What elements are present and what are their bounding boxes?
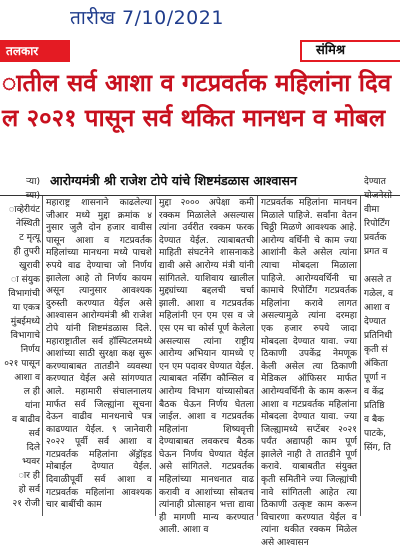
text-fragment: यांना — [24, 401, 40, 411]
column-divider — [360, 196, 361, 516]
text-fragment: पूर्णा न — [364, 373, 387, 383]
text-fragment: हो सर्व — [18, 485, 40, 495]
text-fragment: ही तुपरी — [13, 247, 40, 257]
text-fragment: ऱ्या) — [26, 177, 40, 187]
article-column-2: मुद्दा २००० अपेक्षा कमी रक्कम मिळालेले असल्यास त्यांना उर्वरीत रक्कम फरक देण्यात येईल. त्याबाबतची माहिती संघटनेने शासनाकडे द्यावी असे आरोग्य मंत्री यांनी सांगितले. याशिवाय खालील मुद्द्यांच्या बद्दलची चर्चा झाली. आशा व गटप्रवर्तक महिलांनी एन एम एस व जे एस एम चा कोर्स पूर्ण केलेला असल्यास त्यांना राष्ट्रीय आरोग्य अभियान यामध्ये ए एन एम पदावर घेण्यात येईल. त्याबाबत नर्सिंग कौन्सिल व आरोग्य विभाग यांच्यासोबत बैठक घेऊन निर्णय घेतला जाईल. आशा व गटप्रवर्तक महिलांना शिष्यवृत्ती देण्याबाबत लवकरच बैठक घेऊन निर्णय घेण्यात येईल असे सांगितले. गटप्रवर्तक महिलांच्या मानधनात वाढ करावी व आशांच्या सोबतच त्यांनाही प्रोत्साहन भत्ता द्यावा ही मागणी मान्य करण्यात आली. आशा व — [159, 198, 254, 536]
text-fragment: आशा व — [364, 303, 390, 313]
text-fragment: विभागांची — [8, 289, 40, 299]
text-fragment: या एकत्र — [12, 303, 40, 313]
column-divider — [257, 196, 258, 516]
subheadline: आरोग्यमंत्री श्री राजेश टोपे यांचे शिष्टमंडळास आश्वासन — [50, 173, 297, 188]
text-fragment: प्रतिष्ठि — [364, 401, 385, 411]
text-fragment: ा संयुक — [10, 275, 40, 285]
text-fragment: पाटके, — [364, 429, 386, 439]
text-fragment: खुरावी — [19, 261, 40, 271]
text-fragment: सिंग, ति — [364, 443, 391, 453]
headline-line-2: ल २०२१ पासून सर्व थकित मानधन व मोबल — [2, 104, 386, 132]
section-label-right: संमिश्र — [300, 40, 400, 62]
text-fragment: २१ रोजी — [12, 499, 40, 509]
text-fragment: वीमा — [364, 205, 380, 215]
text-fragment: ार ही — [18, 471, 40, 481]
headline — [0, 64, 400, 136]
text-fragment: व्या) — [25, 191, 40, 201]
text-fragment: देण्यात — [364, 177, 386, 187]
divider — [0, 195, 400, 196]
text-fragment: ल ही — [23, 387, 40, 397]
text-fragment: आशा व — [14, 373, 40, 383]
text-fragment: व केंद्र — [364, 387, 384, 397]
text-fragment: ाव्हेरीयंट — [8, 205, 40, 215]
text-fragment: सर्व — [28, 429, 40, 439]
headline-line-1: ातील सर्व आशा व गटप्रवर्तक महिलांना दिव — [2, 69, 392, 97]
text-fragment: भ्यवर — [22, 457, 40, 467]
article-column-3: गटप्रवर्तक महिलांना मानधन मिळाले पाहिजे. सर्वांना वेतन चिठ्ठी मिळणे आवश्यक आहे. आरोग्य वर्धिनी चे काम ज्या आशांनी केले असेल त्यांना त्याचा मोबदला मिळाला पाहिजे. आरोग्यवर्धिनी चा कामाचे रिपोर्टिंग गटप्रवर्तक महिलांना करावे लागत असल्यामुळे त्यांना दरमहा एक हजार रुपये जादा मोबदला देण्यात यावा. ज्या ठिकाणी उपकेंद्र नेमणूक केली असेल त्या ठिकाणी मेडिकल ऑफिसर मार्फत आरोग्यवर्धिनी के काम करून आशा व गटप्रवर्तक महिलांना मोबदला देण्यात यावा. ज्या जिल्ह्यामध्ये सप्टेंबर २०२१ पर्यंत अद्यापही काम पूर्ण झालेले नाही ते तातडीने पूर्ण करावे. याबाबतीत संयुक्त कृती समितीने ज्या जिल्ह्यांची नावे सांगितली आहेत त्या ठिकाणी उत्कृष्ट काम करून विचारणा करण्यात येईल व त्यांना थकीत रक्कम मिळेल असे आश्वासन — [261, 198, 357, 549]
text-fragment: गळेल, व — [364, 289, 394, 299]
text-fragment: ०२१ पासून — [4, 359, 40, 369]
text-fragment: देण्यात — [364, 317, 386, 327]
text-fragment: ट मृत्यू — [19, 233, 40, 243]
text-fragment: निर्णय — [20, 345, 40, 355]
text-fragment: व बाढीव — [11, 415, 40, 425]
text-fragment: कृती सं — [364, 345, 388, 355]
text-fragment: दिले — [26, 443, 40, 453]
article-column-1: महाराष्ट्र शासनाने काढलेल्या जीआर मध्ये मुद्दा क्रमांक ४ नुसार जुलै दोन हजार वावीस पासून आशा व गटप्रवर्तक महिलांच्या मानधना मध्ये पाचशे रुपये वाढ देण्याचा जो निर्णय झालेला आहे तो निर्णय कायम असून त्यानुसार आवश्यक दुरुस्ती करण्यात येईल असे आश्वासन आरोग्यमंत्री श्री राजेश टोपे यांनी शिष्टमंडळास दिले. महाराष्ट्रातील सर्व हॉस्पिटलमध्ये आशांच्या साठी सुरक्षा कक्ष सुरू करण्याबाबत तातडीने व्यवस्था करण्यात येईल असे सांगण्यात आले. महामारी संचालनालय मार्फत सर्व जिल्ह्यांना सूचना देऊन वाढीव मानधनाचे पत्र काढण्यात येईल. ९ जानेवारी २०२२ पूर्वी सर्व आशा व गटप्रवर्तक महिलांना ॲड्रॉइड मोबाईल देण्यात येईल. दिवाळीपूर्वी सर्व आशा व गटप्रवर्तक महिलांना आवश्यक चार बाबींची काम — [46, 198, 152, 511]
text-fragment: नेस्थिती — [15, 219, 40, 229]
text-fragment: योजनेसो — [364, 191, 392, 201]
date-line: तारीख 7/10/2021 — [70, 7, 224, 29]
text-fragment: अंकिता — [364, 359, 388, 369]
column-divider — [42, 196, 43, 516]
text-fragment: प्रगत व — [364, 247, 388, 257]
text-fragment: असले त — [364, 275, 392, 285]
text-fragment: मुंबईमध्ये — [10, 317, 40, 327]
text-fragment: प्रतिनिधी — [364, 331, 393, 341]
text-fragment: व बैक — [364, 415, 385, 425]
text-fragment: प्रवर्तक — [364, 233, 387, 243]
text-fragment: विभागाचे — [10, 331, 40, 341]
section-label-left: तलकार — [0, 40, 70, 62]
column-divider — [155, 196, 156, 516]
text-fragment: रिपोर्टिंग — [364, 219, 390, 229]
